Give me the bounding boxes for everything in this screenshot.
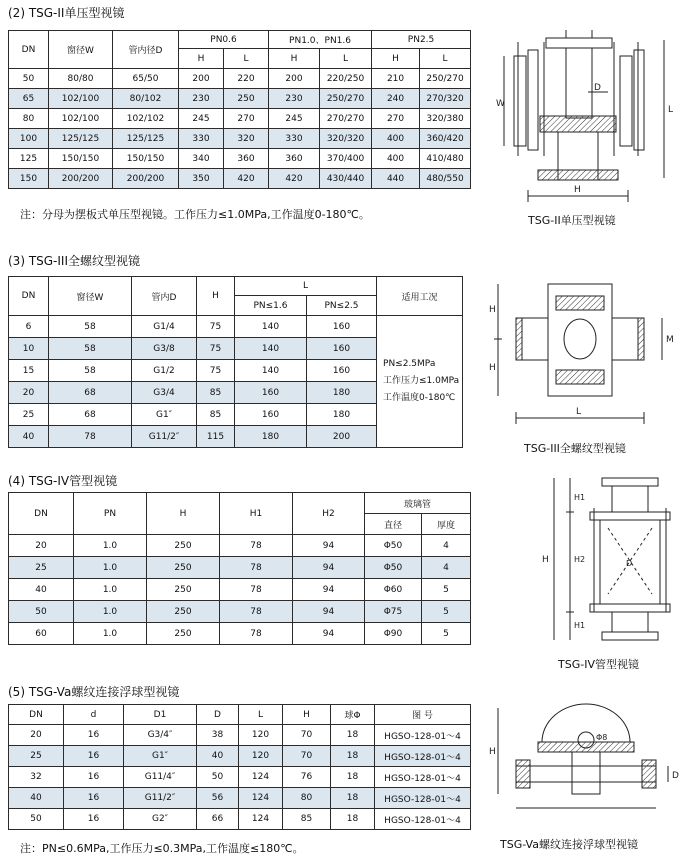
col-header-diameter: 直径 [365, 514, 422, 535]
tsg-ii-drawing [488, 30, 688, 210]
dim-label-h1: H1 [574, 621, 586, 630]
col-header-pn25: PN2.5 [372, 31, 471, 49]
col-header-h: H [269, 49, 320, 69]
conditions-cell: PN≤2.5MPa 工作压力≤1.0MPa 工作温度0-180℃ [377, 316, 463, 448]
table-row: 25 1.0 250 78 94 Φ50 4 [9, 557, 471, 579]
table-row: 50 1.0 250 78 94 Φ75 5 [9, 601, 471, 623]
dim-label-h2: H2 [574, 555, 586, 564]
table-row: 10 58 G3/8 75 140 160 [9, 338, 463, 360]
table-row: 125 150/150 150/150 340 360 360 370/400 400 410/480 [9, 149, 471, 169]
table-row: 25 68 G1″ 85 160 180 [9, 404, 463, 426]
col-header-pn06: PN0.6 [179, 31, 269, 49]
table-tsg-iii [8, 276, 463, 448]
section-5-title: (5) TSG-Va螺纹连接浮球型视镜 [8, 685, 180, 699]
col-header-dn: DN [9, 277, 49, 316]
table-row: 150 200/200 200/200 350 420 420 430/440 440 480/550 [9, 169, 471, 189]
table-row: 20 68 G3/4 85 160 180 [9, 382, 463, 404]
dim-label-d: D [626, 559, 633, 568]
col-header-inner-d: 管内径D [113, 31, 179, 69]
col-header-big-d: D [197, 705, 239, 725]
col-header-d1: D1 [124, 705, 197, 725]
col-header-pn10-16: PN1.0、PN1.6 [269, 31, 372, 49]
col-header-glass-tube: 玻璃管 [365, 493, 471, 514]
col-header-thickness: 厚度 [422, 514, 471, 535]
dim-label-w: W [496, 99, 505, 109]
col-header-h: H [197, 277, 235, 316]
table-row: 6 58 G1/4 75 140 160 PN≤2.5MPa 工作压力≤1.0MPa 工作温度0-180℃ [9, 316, 463, 338]
col-header-h: H [283, 705, 331, 725]
col-header-pn16: PN≤1.6 [235, 296, 307, 316]
col-header-h1: H1 [220, 493, 293, 535]
col-header-h: H [147, 493, 220, 535]
table-tsg-va [8, 704, 471, 830]
table-row: 65 102/100 80/102 230 250 230 250/270 240 270/320 [9, 89, 471, 109]
section-5-note: 注：PN≤0.6MPa,工作压力≤0.3MPa,工作温度≤180℃。 [20, 842, 304, 855]
dim-label-h: H [489, 363, 496, 373]
table-row: 50 16 G2″ 66 124 85 18 HGSO-128-01～4 [9, 809, 471, 830]
section-4-title: (4) TSG-IV管型视镜 [8, 474, 118, 488]
dim-label-m: M [666, 335, 674, 345]
col-header-drawing-no: 图 号 [375, 705, 471, 725]
dim-label-l: L [668, 105, 674, 115]
col-header-pn25: PN≤2.5 [307, 296, 377, 316]
section-3-title: (3) TSG-III全螺纹型视镜 [8, 254, 141, 268]
table-row: 20 1.0 250 78 94 Φ50 4 [9, 535, 471, 557]
col-header-dn: DN [9, 705, 64, 725]
tsg-va-drawing [486, 700, 686, 828]
dim-label-phi8: Φ8 [596, 733, 608, 742]
col-header-conditions: 适用工况 [377, 277, 463, 316]
col-header-window: 窗径W [49, 31, 113, 69]
caption-tsg-iii: TSG-III全螺纹型视镜 [524, 442, 626, 455]
col-header-l: L [235, 277, 377, 296]
col-header-d: d [64, 705, 124, 725]
col-header-h: H [372, 49, 420, 69]
table-row: 15 58 G1/2 75 140 160 [9, 360, 463, 382]
table-row: 20 16 G3/4″ 38 120 70 18 HGSO-128-01～4 [9, 725, 471, 746]
col-header-ball: 球Φ [331, 705, 375, 725]
caption-tsg-ii: TSG-II单压型视镜 [528, 214, 616, 227]
table-row: 100 125/125 125/125 330 320 330 320/320 400 360/420 [9, 129, 471, 149]
table-tsg-iv [8, 492, 471, 645]
table-row: 40 16 G11/2″ 56 124 80 18 HGSO-128-01～4 [9, 788, 471, 809]
dim-label-h: H [489, 747, 496, 757]
table-row: 32 16 G11/4″ 50 124 76 18 HGSO-128-01～4 [9, 767, 471, 788]
dim-label-d: D [672, 771, 679, 781]
table-row: 40 1.0 250 78 94 Φ60 5 [9, 579, 471, 601]
dim-label-h: H [574, 185, 581, 195]
col-header-h2: H2 [293, 493, 365, 535]
col-header-pn: PN [74, 493, 147, 535]
col-header-l: L [239, 705, 283, 725]
col-header-dn: DN [9, 31, 49, 69]
col-header-dn: DN [9, 493, 74, 535]
section-2-title: (2) TSG-II单压型视镜 [8, 6, 125, 20]
dim-label-l: L [576, 407, 582, 417]
col-header-l: L [420, 49, 471, 69]
table-tsg-ii [8, 30, 471, 189]
caption-tsg-iv: TSG-IV管型视镜 [558, 658, 639, 671]
dim-label-d: D [594, 83, 601, 93]
table-row: 40 78 G11/2″ 115 180 200 [9, 426, 463, 448]
dim-label-h: H [489, 305, 496, 315]
col-header-window: 窗径W [49, 277, 132, 316]
col-header-inner-d: 管内D [132, 277, 197, 316]
table-row: 50 80/80 65/50 200 220 200 220/250 210 250/270 [9, 69, 471, 89]
dim-label-h: H [542, 555, 549, 565]
table-row: 25 16 G1″ 40 120 70 18 HGSO-128-01～4 [9, 746, 471, 767]
dim-label-h1: H1 [574, 493, 586, 502]
tsg-iv-drawing [530, 470, 690, 650]
col-header-h: H [179, 49, 224, 69]
col-header-l: L [224, 49, 269, 69]
tsg-iii-drawing [486, 276, 686, 436]
table-row: 60 1.0 250 78 94 Φ90 5 [9, 623, 471, 645]
caption-tsg-va: TSG-Va螺纹连接浮球型视镜 [500, 838, 638, 851]
col-header-l: L [320, 49, 372, 69]
section-2-note: 注：分母为摆板式单压型视镜。工作压力≤1.0MPa,工作温度0-180℃。 [20, 208, 370, 221]
table-row: 80 102/100 102/102 245 270 245 270/270 270 320/380 [9, 109, 471, 129]
